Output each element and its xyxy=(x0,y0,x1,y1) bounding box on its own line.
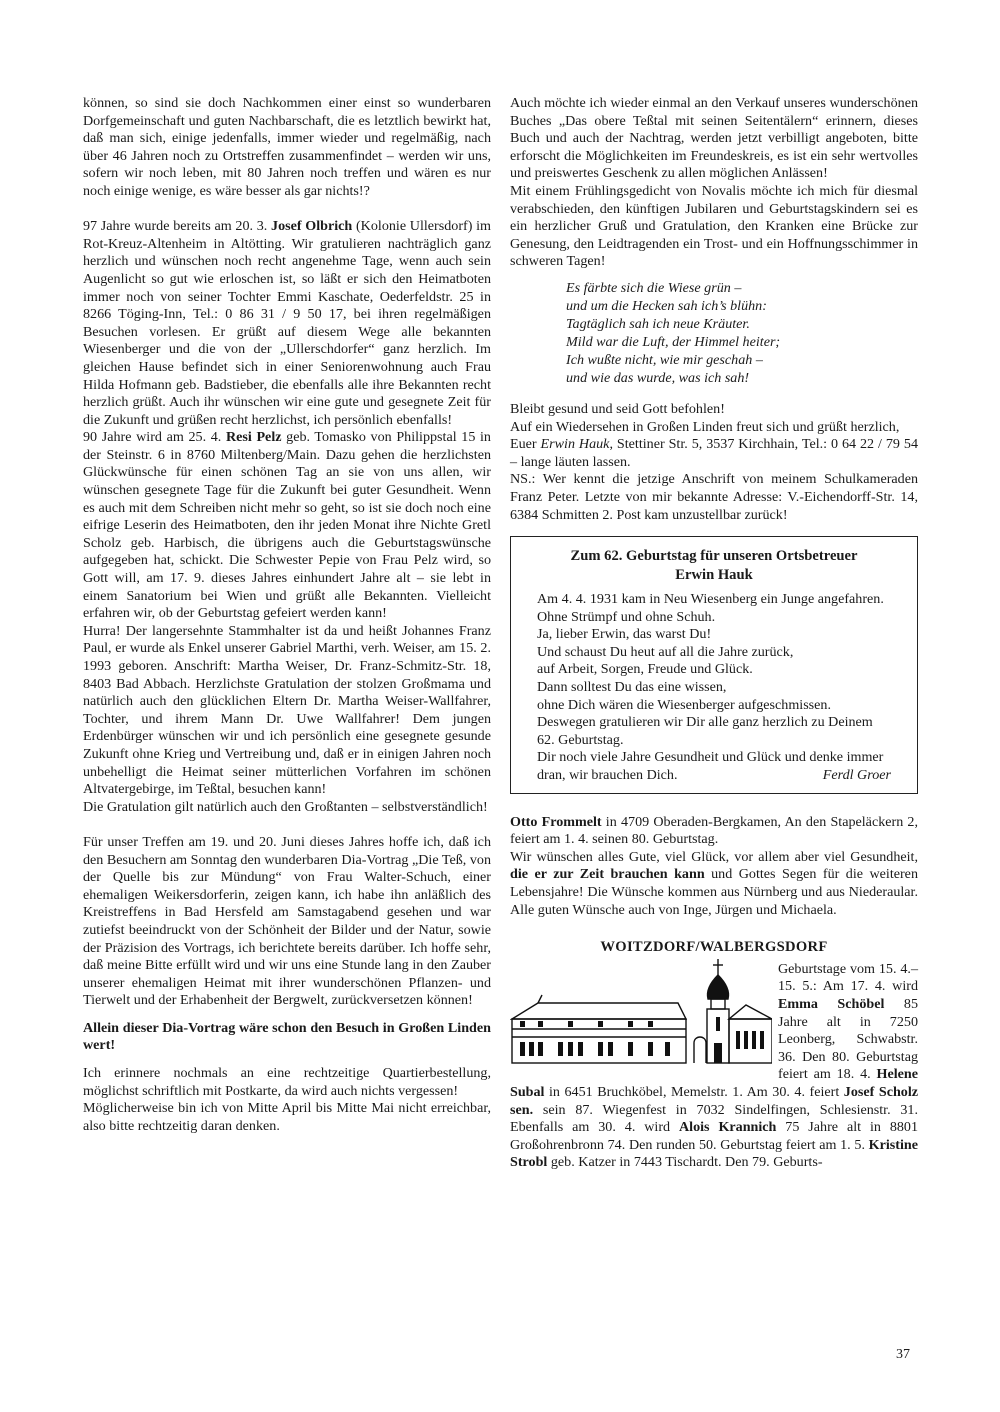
paragraph-quartier: Ich erinnere nochmals an eine rechtzeitige Quartierbestellung, möglichst schriftlich mit Postkarte, da wird auch nichts vergessen! xyxy=(83,1065,491,1099)
page-number: 37 xyxy=(896,1347,910,1362)
section-title-woitzdorf: WOITZDORF/WALBERGSDORF xyxy=(600,939,828,956)
box-line: Dann solltest Du das eine wissen, xyxy=(537,679,727,696)
name-helene-subal: Helene Subal xyxy=(510,1066,918,1100)
birthday-box xyxy=(510,536,918,794)
paragraph-olbrich: 97 Jahre wurde bereits am 20. 3. Josef Olbrich (Kolonie Ullersdorf) im Rot-Kreuz-Altenheim in Altötting. Wir gratulieren nachträglich ganz herzlich und wünschen noch recht angenehme Tage, wenn auch sein Augenlicht so gut wie erloschen ist, so läßt er sich den Heimatboten immer noch von seiner Tochter Emmi Kaschate, Oederfeldstr. 25 in 8266 Töging-Inn, Tel.: 0 86 31 / 9 50 17, bei ihren regelmäßigen Besuchen vorlesen. Er grüßt auf diesem Wege alle bekannten Wiesenberger und die von der „Ullerschdorfer“ ganz herzlich. Im gleichen Hause befindet sich in einer Seniorenwohnung auch Frau Hilda Hofmann geb. Badstieber, die ebenfalls alle ihre Bekannten recht herzlich grüßt. Auch ihr wünschen wir eine gute und gesegnete Zeit für die Zukunft und grüßen recht herzlichst, ich persönlich ebenfalls! xyxy=(83,218,492,428)
box-line: auf Arbeit, Sorgen, Freude und Glück. xyxy=(537,661,753,678)
paragraph-dia-vortrag-highlight: Allein dieser Dia-Vortrag wäre schon den Besuch in Großen Linden wert! xyxy=(83,1019,491,1054)
paragraph-buch: Auch möchte ich wieder einmal an den Verkauf unseres wunderschönen Buches „Das obere Teßtal mit seinen Seitentälern“ erinnern, dieses Buch und auch der Nachtrag, werden jetzt verbilligt angeboten, bitte erforscht die Möglichkeiten im Freundeskreis, es ist ein sehr wertvolles und preiswertes Geschenk zu allen möglichen Anlässen! xyxy=(510,95,918,182)
box-line: ohne Dich wären die Wiesenberger aufgeschmissen. xyxy=(537,696,831,713)
name-josef-scholz: Josef Scholz sen. xyxy=(510,1083,919,1118)
name-erwin-hauk: Erwin Hauk xyxy=(540,436,610,453)
paragraph-wiedersehen: Auf ein Wiedersehen in Großen Linden freut sich und grüßt herzlich, xyxy=(510,418,900,435)
poem xyxy=(566,279,918,387)
poem-line: Ich wußte nicht, wie mir geschah – xyxy=(566,351,763,368)
right-column xyxy=(510,95,918,1172)
paragraph-wuensche: Wir wünschen alles Gute, viel Glück, vor allem aber viel Gesundheit, die er zur Zeit brauchen kann und Gottes Segen für die weiteren Lebensjahre! Die Wünsche kommen aus Nürnberg und aus Niederaular. Alle guten Wünsche auch von Inge, Jürgen und Michaela. xyxy=(510,848,918,918)
village-church-illustration xyxy=(510,957,772,1065)
box-line: Und schaust Du heut auf all die Jahre zurück, xyxy=(537,643,794,660)
paragraph-treffen: Für unser Treffen am 19. und 20. Juni dieses Jahres hoffe ich, daß ich den Besuchern am Sonntag den wunderbaren Dia-Vortrag „Die Teß, von der Quelle bis zur Mündung“ von Frau Walter-Schuch, einer ehemaligen Weikersdorferin, zeigen kann, ich habe ihn anläßlich des Kreistreffens in Bad Hersfeld am Samstagabend gesehen und war zutiefst beeindruckt von der Schönheit der Bilder und der Natur, sowie der Präzision des Vortrags, ich berichtete bereits darüber. Ich hoffe sehr, daß meine Bitte erfüllt wird und wir uns eine Stunde lang in den Zauber unserer ehemaligen Heimat mit ihrer wunderschönen Pflanzen- und Tierwelt und der Erhabenheit der Bergwelt, zurückversetzen können! xyxy=(83,833,491,1009)
paragraph-stammhalter: Hurra! Der langersehnte Stammhalter ist da und heißt Johannes Franz Paul, er wurde als Enkel unserer Gabriel Marthi, verh. Weiser, am 15. 2. 1993 geboren. Anschrift: Martha Weiser, Dr. Franz-Schmitz-Str. 18, 8403 Bad Abbach. Herzlichste Gratulation der stolzen Großmama und natürlich auch den glücklichen Eltern Dr. Martha Weiser-Wallfahrer, Tochter, und ihrem Mann Dr. Uwe Wallfahrer! Dem jungen Erdenbürger wünschen wir und ich persönlich eine gesegnete gesunde Zukunft ohne Krieg und Vertreibung und, daß er in einigen Jahren noch unbehelligt die Heimat seiner mütterlichen Vorfahren im schönen Altvatergebirge, im Teßtal, besuchen kann! xyxy=(83,622,491,798)
paragraph-ns: NS.: Wer kennt die jetzige Anschrift von meinem Schulkameraden Franz Peter. Letzte von mir bekannte Adresse: V.-Eichendorff-Str. 14, 6384 Schmitten 2. Post kam unzustellbar zurück! xyxy=(510,471,918,523)
paragraph-erreichbar: Möglicherweise bin ich von Mitte April bis Mitte Mai nicht erreichbar, also bitte rechtzeitig daran denken. xyxy=(83,1100,491,1134)
name-resi-pelz: Resi Pelz xyxy=(225,429,282,446)
paragraph-novalis: Mit einem Frühlingsgedicht von Novalis möchte ich mich für diesmal verabschieden, den künftigen Jubilaren und Geburtstagskindern sei es ein herzlicher Gruß und Gratulation, den Kranken eine Brücke zur Genesung, den Leidtragenden ein Trost- und ein Hoffnungsschimmer in schweren Tagen! xyxy=(510,182,918,270)
name-otto-frommelt: Otto Frommelt xyxy=(510,813,602,830)
paragraph-grosstanten: Die Gratulation gilt natürlich auch den Großtanten – selbstverständlich! xyxy=(83,798,488,815)
left-column xyxy=(83,95,491,1135)
paragraph-intro: können, so sind sie doch Nachkommen einer einst so wunderbaren Dorfgemeinschaft und guten Nachbarschaft, die es letztlich bewirkt hat, daß man sich, einige jedenfalls, immer wieder und regelmäßig, nach über 46 Jahren noch zu Ortstreffen zusammenfindet – werden wir uns, sofern wir noch leben, mit 80 Jahren noch treffen und wären es nur noch einige wenige, es wäre besser als gar nichts!? xyxy=(83,95,491,199)
name-emma-schoebel: Emma Schöbel xyxy=(778,995,885,1012)
paragraph-pelz: 90 Jahre wird am 25. 4. Resi Pelz geb. Tomasko von Philippstal 15 in der Steinstr. 6 in 8760 Miltenberg/Main. Dazu gehen die herzlichsten Glückwünsche für einen schönen Tag an sie von uns allen, wir wünschen gesegnete Tage für die Zukunft bei guter Gesundheit. Wenn es auch mit dem Schreiben nicht mehr so geht, so ist sie doch noch eine eifrige Leserin des Heimatboten, den ihr jeden Monat ihre Nichte Gretl Scholz geb. Harbisch, die übrigens auch die Geburtstagswünsche aufgegeben hat, schickt. Die Schwester Pepie von Frau Pelz wird, so Gott will, am 17. 9. dieses Jahres einhundert Jahre alt – sie lebt in einem Sanatorium bei Wien und grüßt alle Bekannten. Vielleicht erfahren wir, ob der Geburtstag gefeiert werden kann! xyxy=(83,429,491,622)
box-title: Zum 62. Geburtstag für unseren Ortsbetreuer Erwin Hauk xyxy=(570,548,858,584)
box-line: Ja, lieber Erwin, das warst Du! xyxy=(537,626,712,643)
name-alois-krannich: Alois Krannich xyxy=(679,1119,777,1136)
name-josef-olbrich: Josef Olbrich xyxy=(271,218,353,235)
poem-line: Tagtäglich sah ich neue Kräuter. xyxy=(566,315,750,332)
box-line: Ohne Strümpf und ohne Schuh. xyxy=(537,608,716,625)
woitzdorf-section xyxy=(510,961,918,1172)
poem-line: und um die Hecken sah ich’s blühn: xyxy=(566,297,767,314)
box-line: Deswegen gratulieren wir Dir alle ganz herzlich zu Deinem 62. Geburtstag. xyxy=(537,714,873,748)
box-last-line: Dir noch viele Jahre Gesundheit und Glück und denke immer dran, wir brauchen Dich. Ferdl Groer xyxy=(537,749,891,784)
poem-line: Mild war die Luft, der Himmel heiter; xyxy=(566,333,781,350)
paragraph-signature-address: Euer Erwin Hauk, Stettiner Str. 5, 3537 Kirchhain, Tel.: 0 64 22 / 79 54 – lange läuten lassen. xyxy=(510,436,918,470)
paragraph-woitzdorf-birthdays: Geburtstage vom 15. 4.–15. 5.: Am 17. 4. wird Emma Schöbel 85 Jahre alt in 7250 Leonberg, Schwabstr. 36. Den 80. Geburtstag feiert am 18. 4. Helene Subal in 6451 Bruchköbel, Memelstr. 1. Am 30. 4. feiert Josef Scholz sen. sein 87. Wiegenfest in 7032 Sindelfingen, Schlesienstr. 31. Ebenfalls am 30. 4. wird Alois Krannich 75 Jahre alt in 8801 Großohrenbronn 74. Den runden 50. Geburtstag feiert am 1. 5. Kristine Strobl geb. Katzer in 7443 Tischardt. Den 79. Geburts- xyxy=(510,960,919,1171)
box-signature: Ferdl Groer xyxy=(822,767,891,784)
paragraph-frommelt: Otto Frommelt in 4709 Oberaden-Bergkamen, An den Stapeläckern 2, feiert am 1. 4. seinen 80. Geburtstag. xyxy=(510,813,919,848)
poem-line: Es färbte sich die Wiese grün – xyxy=(566,279,742,296)
poem-line: und wie das wurde, was ich sah! xyxy=(566,369,750,386)
name-kristine-strobl: Kristine Strobl xyxy=(510,1136,918,1171)
paragraph-gesund: Bleibt gesund und seid Gott befohlen! xyxy=(510,400,725,417)
box-line: Am 4. 4. 1931 kam in Neu Wiesenberg ein Junge angefahren. xyxy=(537,591,884,608)
